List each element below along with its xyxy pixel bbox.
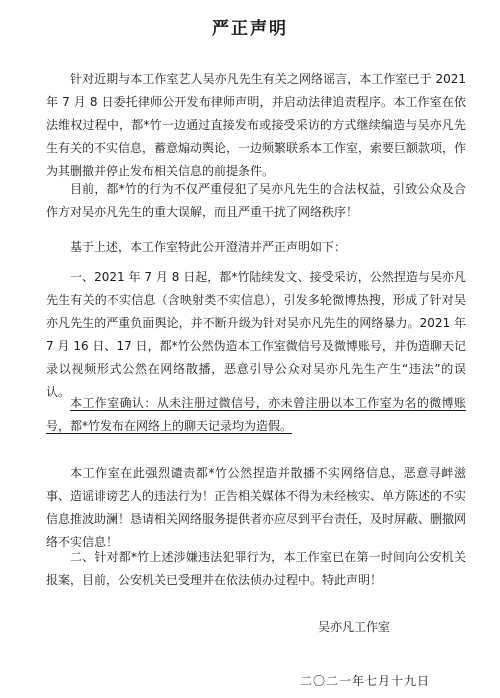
signature: 吴亦凡工作室 [318,620,391,634]
document-title: 严正声明 [212,19,288,39]
paragraph-item-two: 二、针对都*竹上述涉嫌违法犯罪行为，本工作室已在第一时间向公安机关报案，目前，公安机关已受理并在依法侦办过程中。特此声明！ [46,550,466,587]
paragraph-condemnation: 本工作室在此强烈谴责都*竹公然捏造并散播不实网络信息，恶意寻衅滋事、造谣诽谤艺人的违法行为！正告相关媒体不得为未经核实、单方陈述的不实信息推波助澜！恳请相关网络服务提供者亦应尽到平台责任，及时屏蔽、删撤网络不实信息！ [46,466,467,549]
paragraph-item-one: 一、2021 年 7 月 8 日起，都*竹陆续发文、接受采访，公然捏造与吴亦凡先生有关的不实信息（含映射类不实信息），引发多轮微博热搜，形成了针对吴亦凡先生的严重负面舆论，并不断升级为针对吴亦凡先生的网络暴力。2021 年 7 月 16 日、17 日，都*竹公然伪造本工作室微信号及微博账号，并伪造聊天记录以视频形式公然在网络散播，恶意引导公众对吴亦凡先生产生“违法”的误认。 [46,270,466,399]
paragraph-intro: 基于上述，本工作室特此公开澄清并严正声明如下： [70,240,347,254]
paragraph-impact: 目前，都*竹的行为不仅严重侵犯了吴亦凡先生的合法权益，引致公众及合作方对吴亦凡先生的重大误解，而且严重干扰了网络秩序！ [46,182,466,219]
confirmation-underlined-text: 本工作室确认：从未注册过微信号，亦未曾注册以本工作室为名的微博账号，都*竹发布在网络上的聊天记录均为造假。 [46,396,466,433]
signature-date: 二〇二一年七月十九日 [300,674,431,688]
paragraph-background: 针对近期与本工作室艺人吴亦凡先生有关之网络谣言，本工作室已于 2021 年 7 月 8 日委托律师公开发布律师声明，并启动法律追责程序。本工作室在依法维权过程中，都*竹一边通过直接发布或接受采访的方式继续编造与吴亦凡先生有关的不实信息，蓄意煽动舆论，一边频繁联系本工作室，索要巨额款项，作为其删撤并停止发布相关信息的前提条件。 [46,72,467,178]
paragraph-confirmation [46,392,466,438]
